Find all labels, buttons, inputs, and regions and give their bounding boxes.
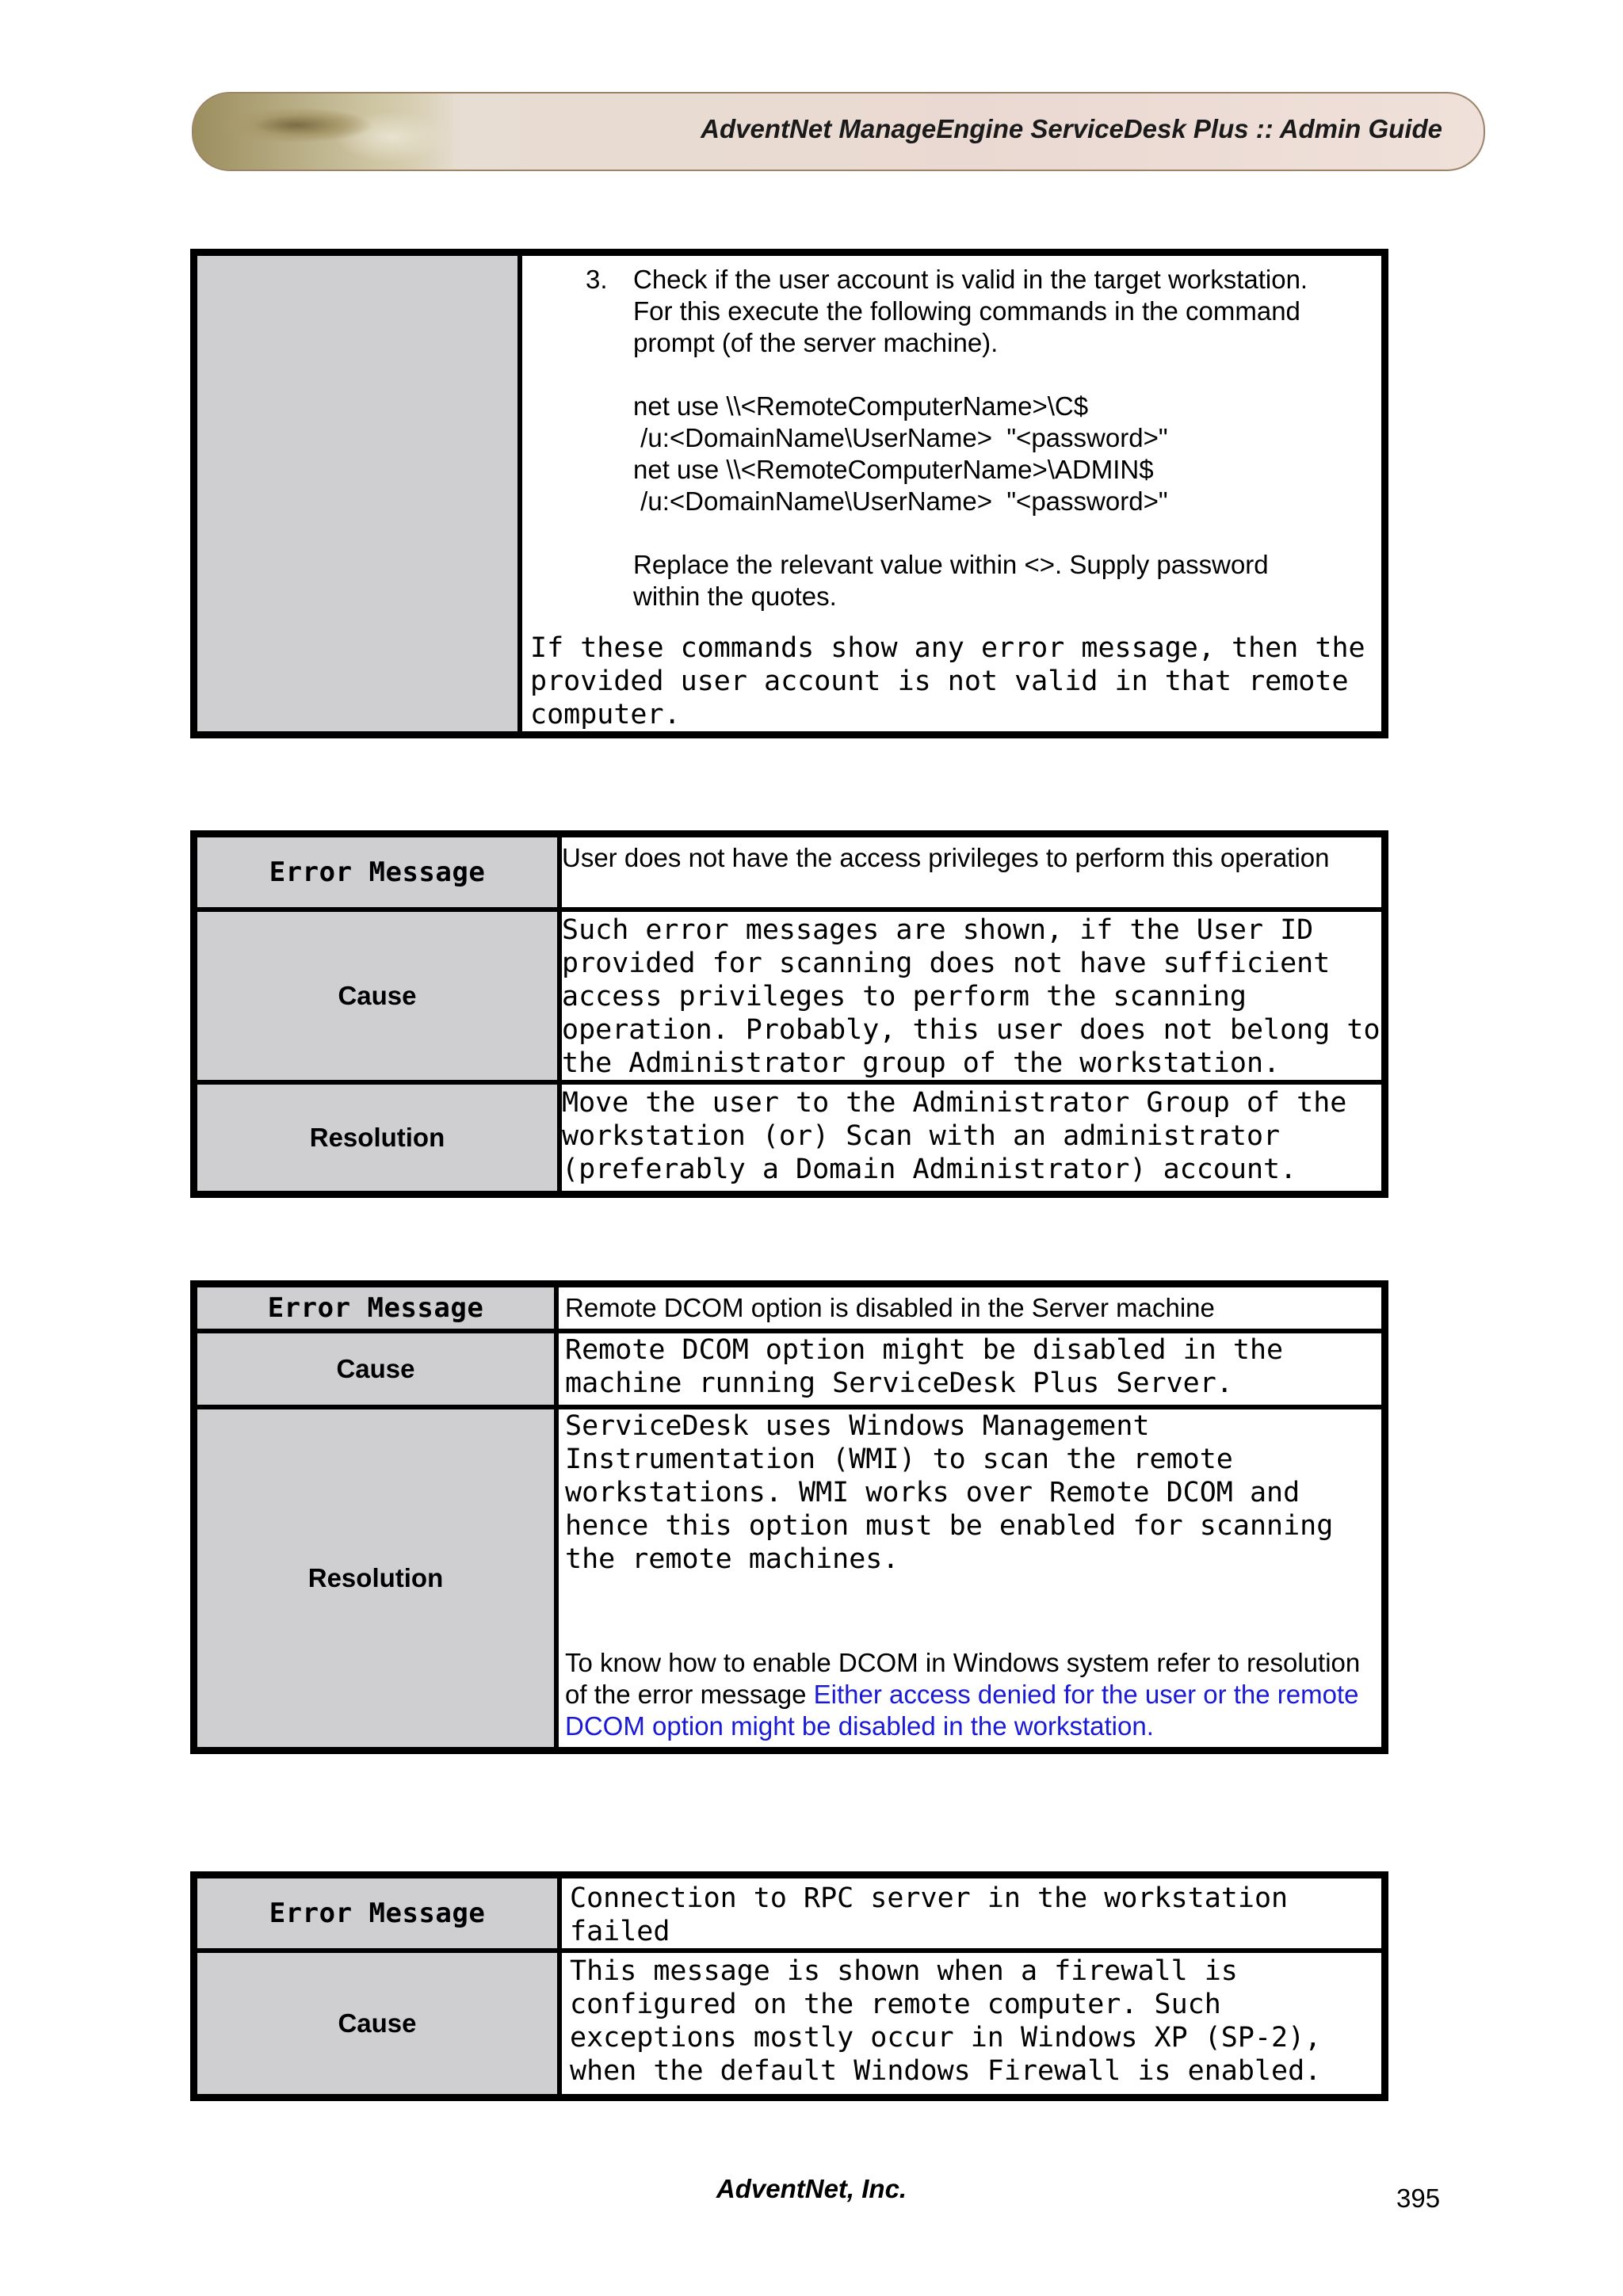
- error-message-label: Error Message: [195, 1285, 556, 1331]
- replace-note: Replace the relevant value within <>. Supply password: [633, 550, 1269, 579]
- continuation-table: [190, 249, 1388, 738]
- replace-note: within the quotes.: [633, 582, 837, 611]
- refer-text: To know how to enable DCOM in Windows system refer to resolution of the error message: [565, 1648, 1361, 1709]
- step-line: prompt (of the server machine).: [633, 328, 999, 357]
- header-title: AdventNet ManageEngine ServiceDesk Plus :: Admin Guide: [701, 114, 1442, 143]
- blank-label-cell: [195, 254, 520, 734]
- header-banner: [192, 92, 1485, 171]
- error-message-label: Error Message: [195, 1876, 559, 1951]
- error-message-label: Error Message: [195, 835, 559, 910]
- cause-label: Cause: [195, 1331, 556, 1407]
- resolution-cell: [556, 1407, 1384, 1749]
- step-3: [522, 256, 1381, 612]
- step-number: 3.: [586, 265, 608, 294]
- step-line: Check if the user account is valid in the target workstation.: [633, 265, 1308, 294]
- step-line: For this execute the following commands in the command: [633, 296, 1300, 326]
- cause-text: Such error messages are shown, if the User ID provided for scanning does not have sufficient access privileges to perform the scanning operation. Probably, this user does not belong to the Administrator group of the workstation.: [559, 910, 1384, 1082]
- error-message-text: Connection to RPC server in the workstation failed: [559, 1876, 1384, 1951]
- cause-label: Cause: [195, 1951, 559, 2096]
- cause-label: Cause: [195, 910, 559, 1082]
- resolution-label: Resolution: [195, 1082, 559, 1193]
- command-line: /u:<DomainName\UserName> "<password>": [633, 486, 1168, 516]
- resolution-text: ServiceDesk uses Windows Management Instrumentation (WMI) to scan the remote workstations. WMI works over Remote DCOM and hence this option must be enabled for scanning the remote machines.: [565, 1410, 1334, 1575]
- error-message-text: Remote DCOM option is disabled in the Server machine: [556, 1285, 1384, 1331]
- header-logo-art: [193, 93, 455, 170]
- footer-company: AdventNet, Inc.: [716, 2174, 907, 2203]
- error-table-access-privileges: [190, 830, 1388, 1198]
- error-table-remote-dcom: [190, 1280, 1388, 1754]
- conclusion-text: If these commands show any error message, then the provided user account is not valid in that remote computer.: [530, 632, 1365, 730]
- cause-text: Remote DCOM option might be disabled in the machine running ServiceDesk Plus Server.: [556, 1331, 1384, 1407]
- page-number: 395: [1396, 2183, 1441, 2213]
- resolution-label: Resolution: [195, 1407, 556, 1749]
- step-content-cell: [520, 254, 1384, 734]
- error-table-rpc-server: [190, 1871, 1388, 2101]
- resolution-text: Move the user to the Administrator Group of the workstation (or) Scan with an administrator (preferably a Domain Administrator) account.: [559, 1082, 1384, 1193]
- refer-paragraph: [565, 1647, 1375, 1742]
- refer-link[interactable]: Either access denied for the user or the remote DCOM option might be disabled in the workstation.: [565, 1680, 1359, 1741]
- command-line: net use \\<RemoteComputerName>\C$: [633, 391, 1089, 421]
- command-line: /u:<DomainName\UserName> "<password>": [633, 423, 1168, 452]
- command-line: net use \\<RemoteComputerName>\ADMIN$: [633, 455, 1154, 484]
- cause-text: This message is shown when a firewall is configured on the remote computer. Such exceptions mostly occur in Windows XP (SP-2), when the default Windows Firewall is enabled.: [559, 1951, 1384, 2096]
- error-message-text: User does not have the access privileges to perform this operation: [559, 835, 1384, 910]
